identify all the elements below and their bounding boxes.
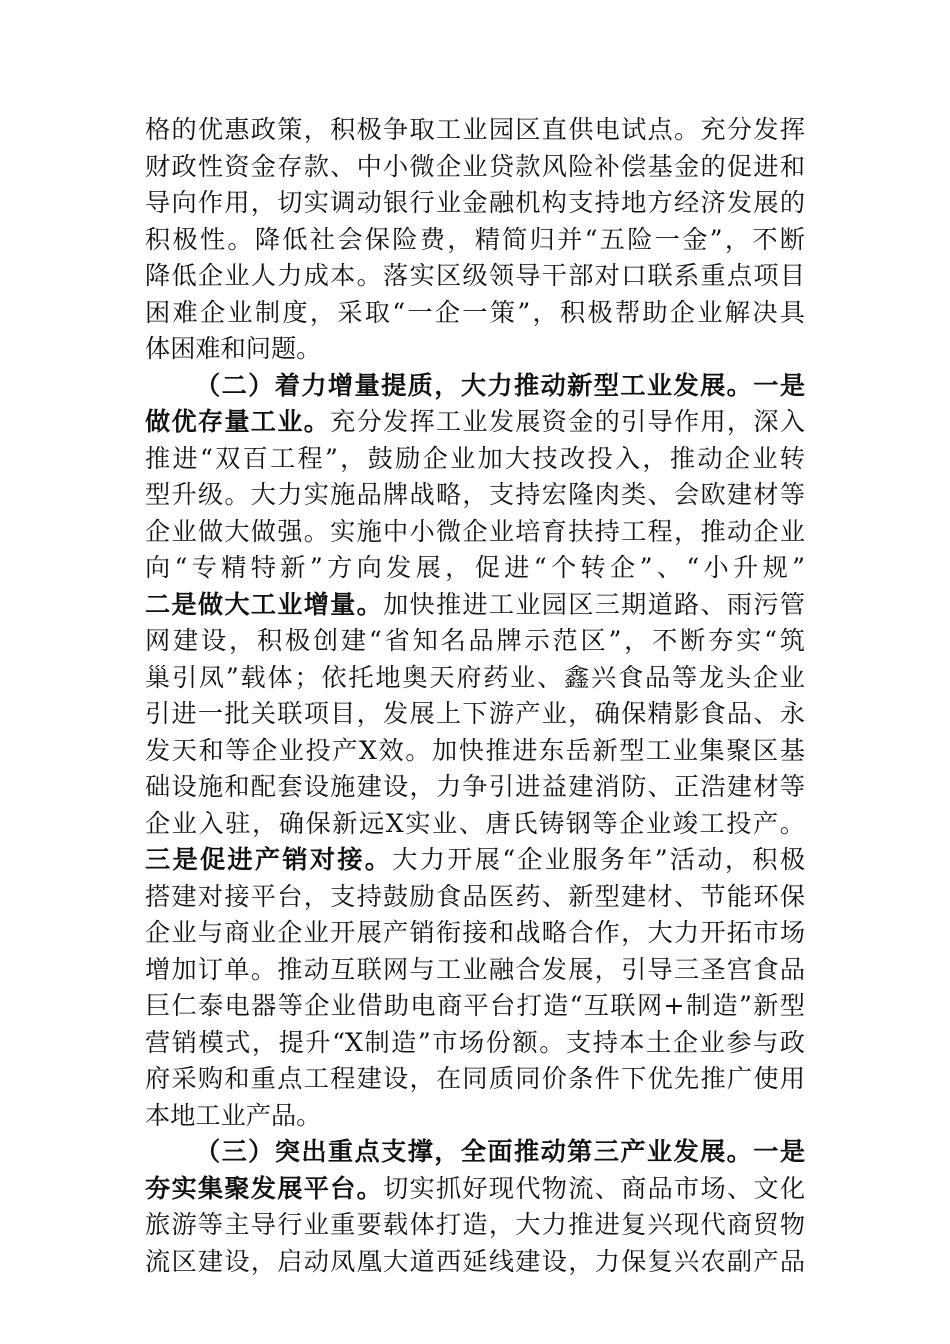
text-line <box>145 769 805 806</box>
text-run: 大力开展“企业服务年”活动，积极 <box>392 845 805 874</box>
text-run: 充分发挥工业发展资金的引导作用，深入 <box>330 407 805 436</box>
paragraph-2 <box>145 368 805 1135</box>
text-line <box>145 112 805 149</box>
bold-lead: 夯实集聚发展平台。 <box>145 1173 384 1203</box>
section-heading: （二）着力增量提质，大力推动新型工业发展。一是 <box>195 370 805 400</box>
text-run: 网建设，积极创建“省知名品牌示范区”，不断夯实“筑 <box>145 626 805 655</box>
paragraph-3 <box>145 1134 805 1280</box>
text-line <box>145 1061 805 1098</box>
section-heading: （三）突出重点支撑，全面推动第三产业发展。一是 <box>195 1137 805 1166</box>
text-run: 推进“双百工程”，鼓励企业加大技改投入，推动企业转 <box>145 443 805 473</box>
text-run: 旅游等主导行业重要载体打造，大力推进复兴现代商贸物 <box>145 1210 805 1239</box>
text-run: 础设施和配套设施建设，力争引进益建消防、正浩建材等 <box>145 772 805 801</box>
text-run: 加快推进工业园区三期道路、雨污管 <box>383 589 805 619</box>
text-run: 增加订单。推动互联网与工业融合发展，引导三圣宫食品 <box>145 954 805 984</box>
text-line <box>145 1025 805 1062</box>
text-line <box>145 696 805 733</box>
text-line <box>145 952 805 989</box>
text-run: 营销模式，提升“X制造”市场份额。支持本土企业参与政 <box>145 1027 805 1057</box>
text-run: 型升级。大力实施品牌战略，支持宏隆肉类、会欧建材等 <box>145 480 805 509</box>
text-run: 格的优惠政策，积极争取工业园区直供电试点。充分发挥 <box>145 115 805 144</box>
text-run: 体困难和问题。 <box>145 334 322 363</box>
text-run: 府采购和重点工程建设，在同质同价条件下优先推广使用 <box>145 1064 805 1093</box>
text-line <box>145 1244 805 1281</box>
text-line <box>145 477 805 514</box>
section-heading-line <box>145 368 805 405</box>
bold-lead: 三是促进产销对接。 <box>145 845 393 874</box>
text-run: 企业做大做强。实施中小微企业培育扶持工程，推动企业 <box>145 516 805 546</box>
text-run: 发天和等企业投产X效。加快推进东岳新型工业集聚区基 <box>145 735 805 765</box>
bold-lead: 二是做大工业增量。 <box>145 589 384 619</box>
document-body <box>145 112 805 1280</box>
text-line <box>145 550 805 587</box>
text-run: 引进一批关联项目，发展上下游产业，确保精影食品、永 <box>145 699 805 728</box>
text-line <box>145 587 805 624</box>
text-line <box>145 1098 805 1135</box>
text-run: 导向作用，切实调动银行业金融机构支持地方经济发展的 <box>145 188 805 217</box>
section-heading-line <box>145 1134 805 1171</box>
text-run: 切实抓好现代物流、商品市场、文化 <box>383 1173 805 1203</box>
text-run: 财政性资金存款、中小微企业贷款风险补偿基金的促进和 <box>145 151 805 181</box>
text-line <box>145 623 805 660</box>
text-run: 企业与商业企业开展产销衔接和战略合作，大力开拓市场 <box>145 918 805 947</box>
text-line <box>145 185 805 222</box>
text-run: 企业入驻，确保新远X实业、唐氏铸钢等企业竣工投产。 <box>145 808 805 838</box>
text-line <box>145 295 805 332</box>
text-line <box>145 842 805 879</box>
text-line <box>145 149 805 186</box>
text-run: 积极性。降低社会保险费，精简归并“五险一金”，不断 <box>145 224 805 254</box>
text-line <box>145 404 805 441</box>
text-line <box>145 331 805 368</box>
text-run: 本地工业产品。 <box>145 1100 322 1130</box>
text-line <box>145 806 805 843</box>
text-run: 降低企业人力成本。落实区级领导干部对口联系重点项目 <box>145 261 805 290</box>
text-run: 巢引凤”载体；依托地奥天府药业、鑫兴食品等龙头企业 <box>145 662 805 692</box>
text-line <box>145 988 805 1025</box>
bold-lead: 做优存量工业。 <box>145 407 331 436</box>
paragraph-1 <box>145 112 805 368</box>
text-line <box>145 222 805 259</box>
text-line <box>145 733 805 770</box>
text-run: 巨仁泰电器等企业借助电商平台打造“互联网+制造”新型 <box>145 991 805 1020</box>
text-line <box>145 258 805 295</box>
text-run: 搭建对接平台，支持鼓励食品医药、新型建材、节能环保 <box>145 881 805 911</box>
text-line <box>145 514 805 551</box>
text-line <box>145 441 805 478</box>
text-run: 流区建设，启动凤凰大道西延线建设，力保复兴农副产品 <box>145 1246 805 1276</box>
text-run: 困难企业制度，采取“一企一策”，积极帮助企业解决具 <box>145 297 805 327</box>
text-line <box>145 660 805 697</box>
text-line <box>145 1171 805 1208</box>
text-line <box>145 879 805 916</box>
text-line <box>145 915 805 952</box>
text-run: 向“专精特新”方向发展，促进“个转企”、“小升规” <box>145 553 805 582</box>
text-line <box>145 1207 805 1244</box>
